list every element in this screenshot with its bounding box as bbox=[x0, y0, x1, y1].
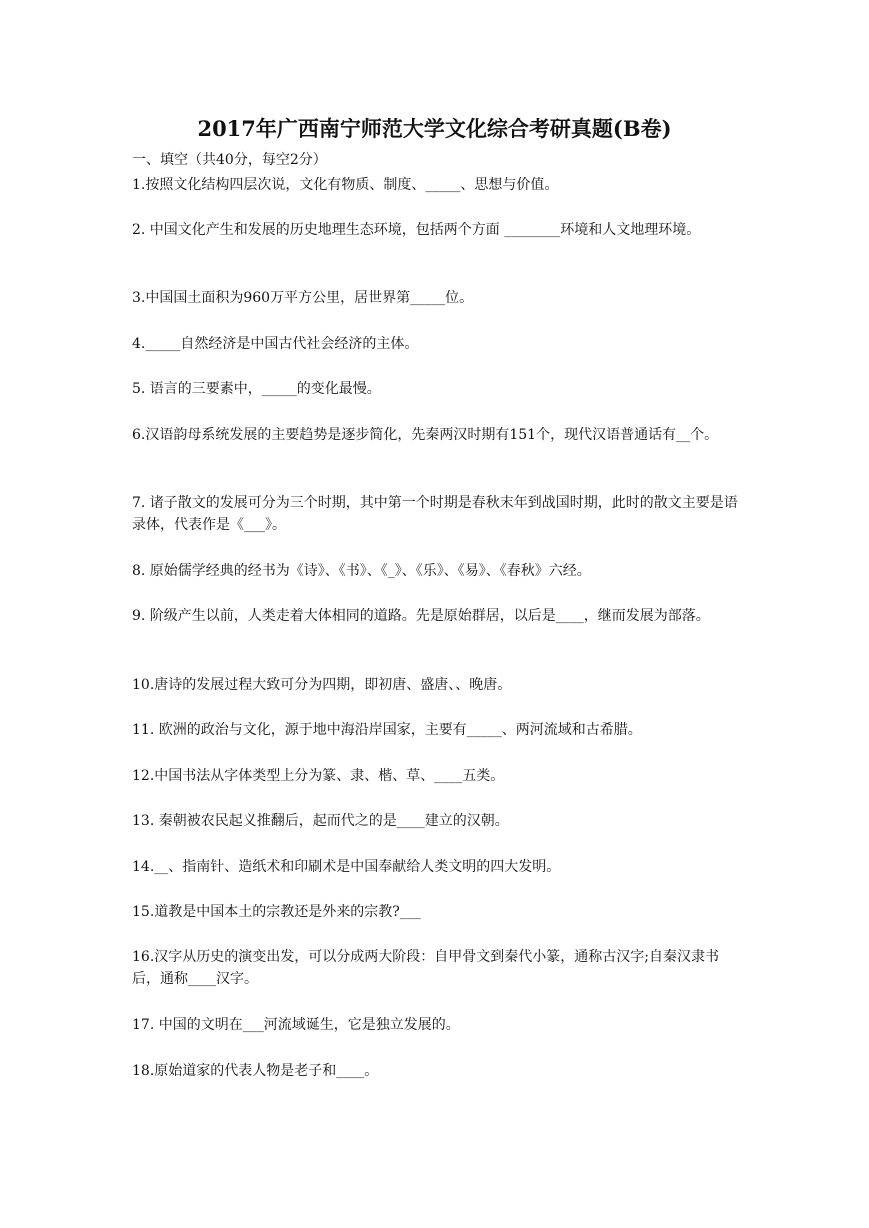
question-12: 12.中国书法从字体类型上分为篆、隶、楷、草、____五类。 bbox=[132, 768, 505, 784]
question-14: 14.__、指南针、造纸术和印刷术是中国奉献给人类文明的四大发明。 bbox=[132, 859, 561, 875]
question-1: 1.按照文化结构四层次说，文化有物质、制度、_____、思想与价值。 bbox=[132, 177, 559, 193]
question-8: 8. 原始儒学经典的经书为《诗》、《书》、《_》、《乐》、《易》、《春秋》六经。 bbox=[132, 563, 591, 579]
question-10: 10.唐诗的发展过程大致可分为四期，即初唐、盛唐、、晚唐。 bbox=[132, 677, 512, 693]
question-6: 6.汉语韵母系统发展的主要趋势是逐步简化，先秦两汉时期有151个，现代汉语普通话有__个。 bbox=[132, 427, 719, 443]
question-13: 13. 秦朝被农民起义推翻后，起而代之的是____建立的汉朝。 bbox=[132, 813, 509, 829]
question-11: 11. 欧洲的政治与文化，源于地中海沿岸国家，主要有_____、两河流域和古希腊。 bbox=[132, 722, 642, 738]
question-15: 15.道教是中国本土的宗教还是外来的宗教?___ bbox=[132, 904, 421, 920]
question-3: 3.中国国土面积为960万平方公里，居世界第_____位。 bbox=[132, 290, 474, 306]
question-2: 2. 中国文化产生和发展的历史地理生态环境，包括两个方面 ________环境和人文地理环境。 bbox=[132, 222, 701, 238]
document-title: 2017年广西南宁师范大学文化综合考研真题(B卷) bbox=[197, 116, 672, 141]
question-4: 4._____自然经济是中国古代社会经济的主体。 bbox=[132, 336, 419, 352]
section-heading: 一、填空（共40分，每空2分） bbox=[132, 152, 327, 168]
question-17: 17. 中国的文明在___河流域诞生，它是独立发展的。 bbox=[132, 1017, 460, 1033]
question-5: 5. 语言的三要素中，_____的变化最慢。 bbox=[132, 381, 381, 397]
question-18: 18.原始道家的代表人物是老子和____。 bbox=[132, 1063, 379, 1079]
question-9: 9. 阶级产生以前，人类走着大体相同的道路。先是原始群居，以后是____，继而发展为部落。 bbox=[132, 608, 710, 624]
question-7: 7. 诸子散文的发展可分为三个时期，其中第一个时期是春秋末年到战国时期，此时的散文主要是语录体，代表作是《___》。 bbox=[132, 495, 738, 533]
question-16: 16.汉字从历史的演变出发，可以分成两大阶段：自甲骨文到秦代小篆，通称古汉字;自秦汉隶书后，通称____汉字。 bbox=[132, 949, 719, 987]
